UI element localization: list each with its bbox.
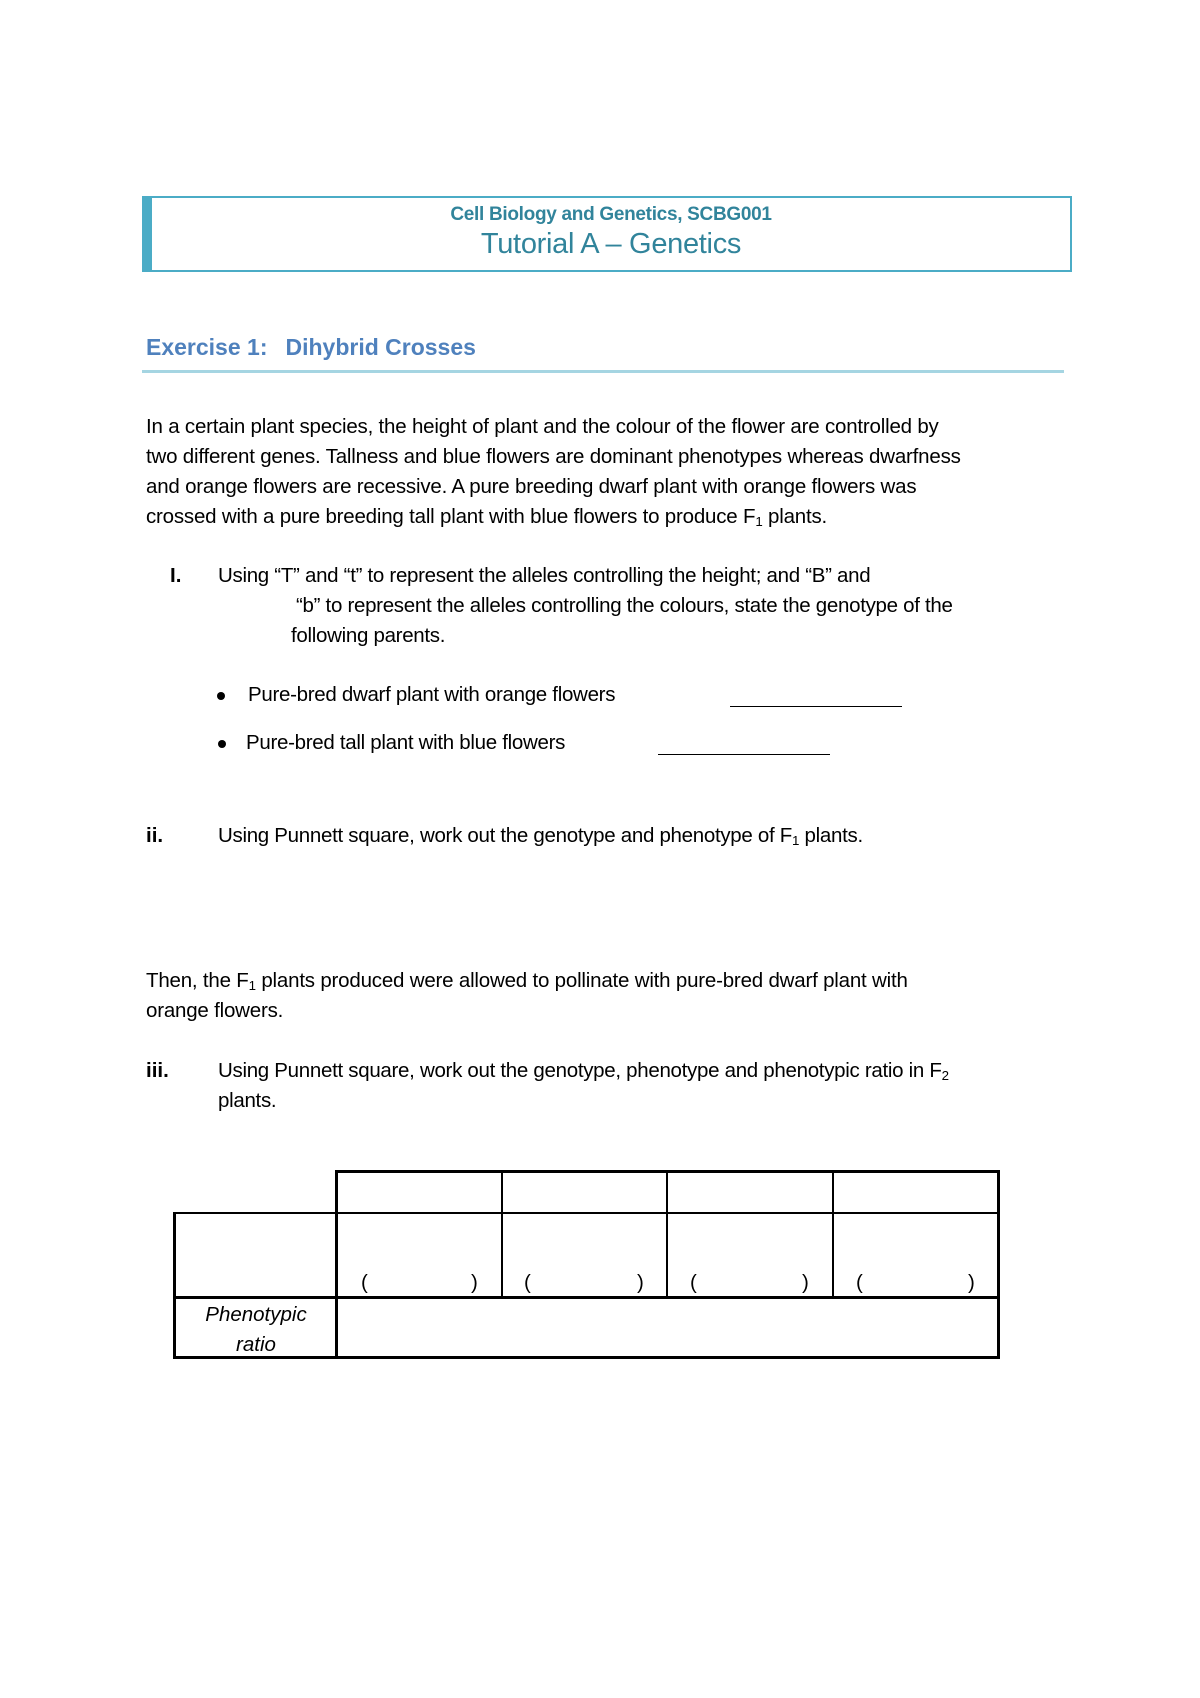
question-1-line-1: Using “T” and “t” to represent the alleles controlling the height; and “B” and xyxy=(218,564,871,587)
question-3-text: Using Punnett square, work out the genotype, phenotype and phenotypic ratio in F xyxy=(218,1059,942,1082)
intro-line-2: two different genes. Tallness and blue flowers are dominant phenotypes whereas dwarfness xyxy=(146,445,961,468)
exercise-heading xyxy=(146,334,476,361)
table-row-divider xyxy=(173,1212,1000,1214)
question-2-text xyxy=(218,821,863,851)
table-column-divider xyxy=(832,1170,834,1298)
table-row-divider xyxy=(173,1296,1000,1299)
middle-line-1-end: plants produced were allowed to pollinate with pure-bred dwarf plant with xyxy=(255,969,908,992)
paren-close-2: ) xyxy=(637,1271,644,1294)
intro-line-4-sub: 1 xyxy=(755,514,763,529)
paren-close-4: ) xyxy=(968,1271,975,1294)
intro-line-4-end: plants. xyxy=(762,505,828,528)
answer-blank-tall-blue[interactable] xyxy=(658,754,830,755)
question-2-number: ii. xyxy=(146,824,164,847)
question-2-text-main: Using Punnett square, work out the genotype and phenotype of F xyxy=(218,824,793,847)
header-box xyxy=(142,196,1072,272)
table-right-border xyxy=(997,1170,1000,1359)
paren-close-3: ) xyxy=(802,1271,809,1294)
paren-open-2: ( xyxy=(524,1271,531,1294)
paren-open-4: ( xyxy=(856,1271,863,1294)
question-2-sub: 1 xyxy=(792,833,800,848)
intro-line-4 xyxy=(146,502,1060,532)
question-3-line-1 xyxy=(218,1056,949,1086)
paren-open-3: ( xyxy=(690,1271,697,1294)
intro-line-1: In a certain plant species, the height of plant and the colour of the flower are controlled by xyxy=(146,415,939,438)
bullet-tall-blue: Pure-bred tall plant with blue flowers xyxy=(246,731,566,754)
table-column-divider xyxy=(501,1170,503,1298)
exercise-title: Dihybrid Crosses xyxy=(285,334,476,360)
question-1-line-2: “b” to represent the alleles controlling the colours, state the genotype of the xyxy=(296,594,953,617)
exercise-number: Exercise 1: xyxy=(146,334,268,360)
heading-rule xyxy=(142,370,1064,373)
middle-line-1-text: Then, the F xyxy=(146,969,249,992)
paren-open-1: ( xyxy=(361,1271,368,1294)
course-title: Cell Biology and Genetics, SCBG001 xyxy=(450,204,772,225)
question-2-text-end: plants. xyxy=(799,824,863,847)
tutorial-title: Tutorial A – Genetics xyxy=(480,228,742,260)
bullet-dwarf-orange: Pure-bred dwarf plant with orange flowers xyxy=(248,683,616,706)
bullet-icon xyxy=(218,740,226,748)
table-column-divider xyxy=(666,1170,668,1298)
phenotypic-ratio-label: Phenotypic xyxy=(205,1303,307,1326)
bullet-icon xyxy=(217,692,225,700)
paren-close-1: ) xyxy=(471,1271,478,1294)
question-3-number: iii. xyxy=(146,1059,169,1082)
intro-line-3: and orange flowers are recessive. A pure breeding dwarf plant with orange flowers was xyxy=(146,475,917,498)
intro-line-4-text: crossed with a pure breeding tall plant with blue flowers to produce F xyxy=(146,505,756,528)
question-1-number: I. xyxy=(170,564,182,587)
answer-blank-dwarf-orange[interactable] xyxy=(730,706,902,707)
question-3-sub: 2 xyxy=(941,1068,949,1083)
phenotypic-ratio-label-2: ratio xyxy=(236,1333,276,1356)
middle-line-1 xyxy=(146,966,1060,996)
middle-line-2: orange flowers. xyxy=(146,999,284,1022)
question-3-line-2: plants. xyxy=(218,1089,277,1112)
question-1-line-3: following parents. xyxy=(291,624,446,647)
middle-line-1-sub: 1 xyxy=(248,978,256,993)
